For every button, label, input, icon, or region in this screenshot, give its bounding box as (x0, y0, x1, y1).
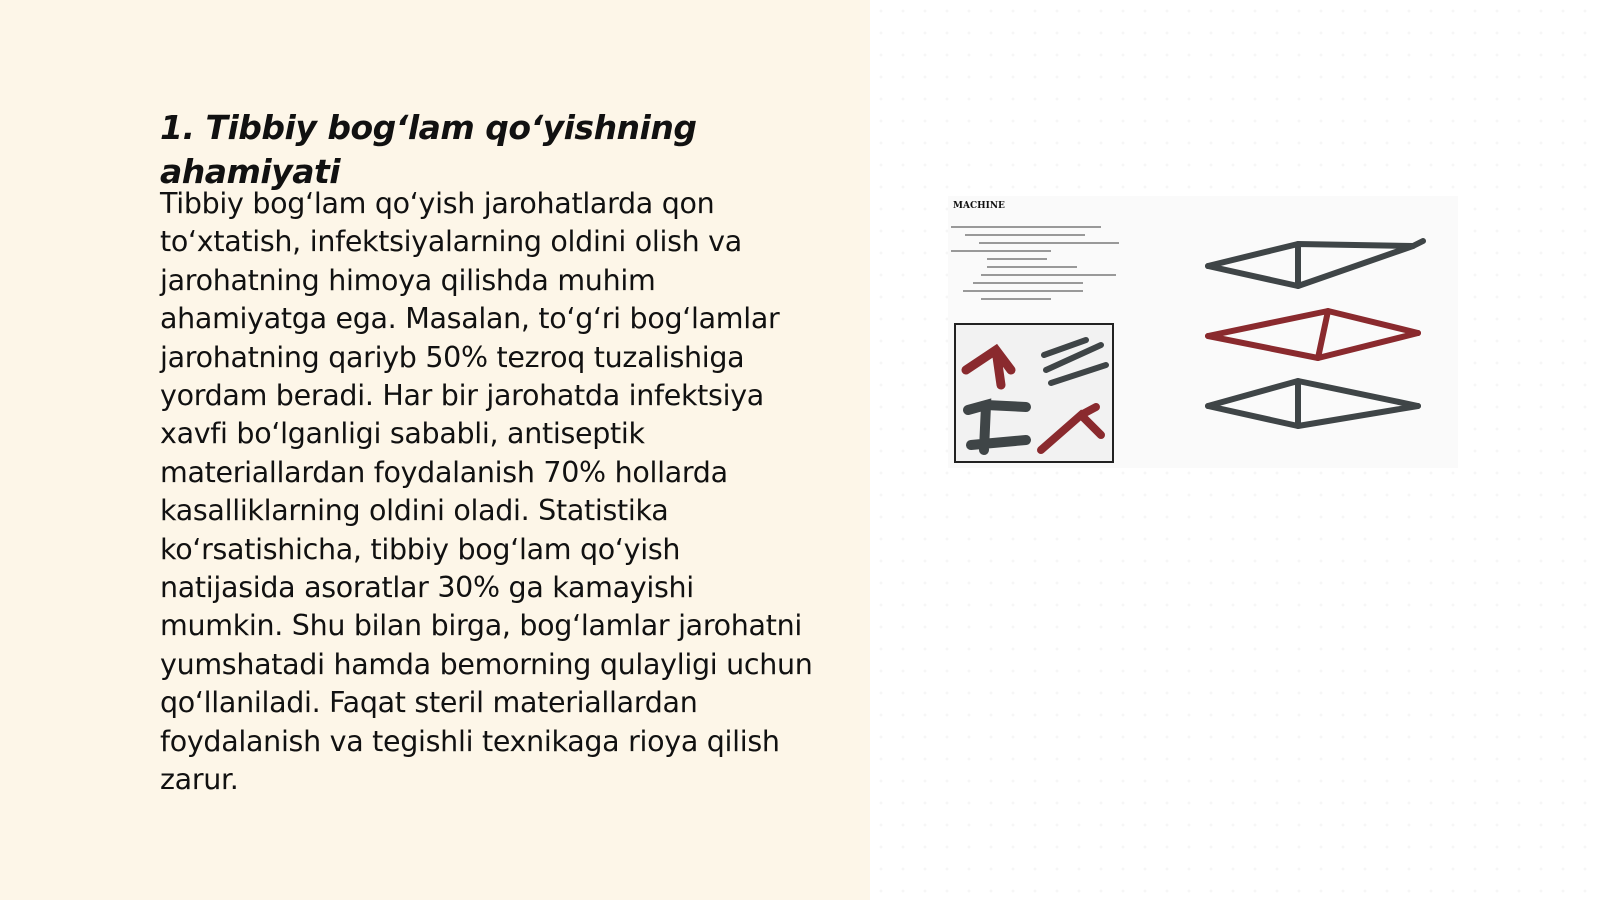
bike-frames-illustration (1188, 206, 1448, 456)
slide-body-text: Tibbiy bog‘lam qo‘yish jarohatlarda qon to‘xtatish, infektsiyalarning oldini olish va jarohatning himoya qilishda muhim ahamiyatga ega. Masalan, to‘g‘ri bog‘lamlar jarohatning qariyb 50% tezroq tuzalishiga yordam beradi. Har bir jarohatda infektsiya xavfi bo‘lganligi sababli, antiseptik materiallardan foydalanish 70% hollarda kasalliklarning oldini oladi. Statistika ko‘rsatishicha, tibbiy bog‘lam qo‘yish natijasida asoratlar 30% ga kamayishi mumkin. Shu bilan birga, bog‘lamlar jarohatni yumshatadi hamda bemorning qulayligi uchun qo‘llaniladi. Faqat steril materiallardan foydalanish va tegishli texnikaga rioya qilish zarur. (160, 187, 813, 797)
frame-detail-photos (954, 323, 1114, 463)
spec-sheet (948, 196, 1118, 326)
frame-middle (1208, 311, 1418, 358)
slide-title: 1. Tibbiy bog‘lam qo‘yishning ahamiyati (160, 108, 697, 191)
spec-text-lines (951, 226, 1116, 306)
frame-bottom (1208, 381, 1418, 426)
bike-frame-figure (948, 196, 1458, 468)
frame-top (1208, 241, 1423, 286)
spec-heading: MACHINE (953, 201, 1005, 211)
